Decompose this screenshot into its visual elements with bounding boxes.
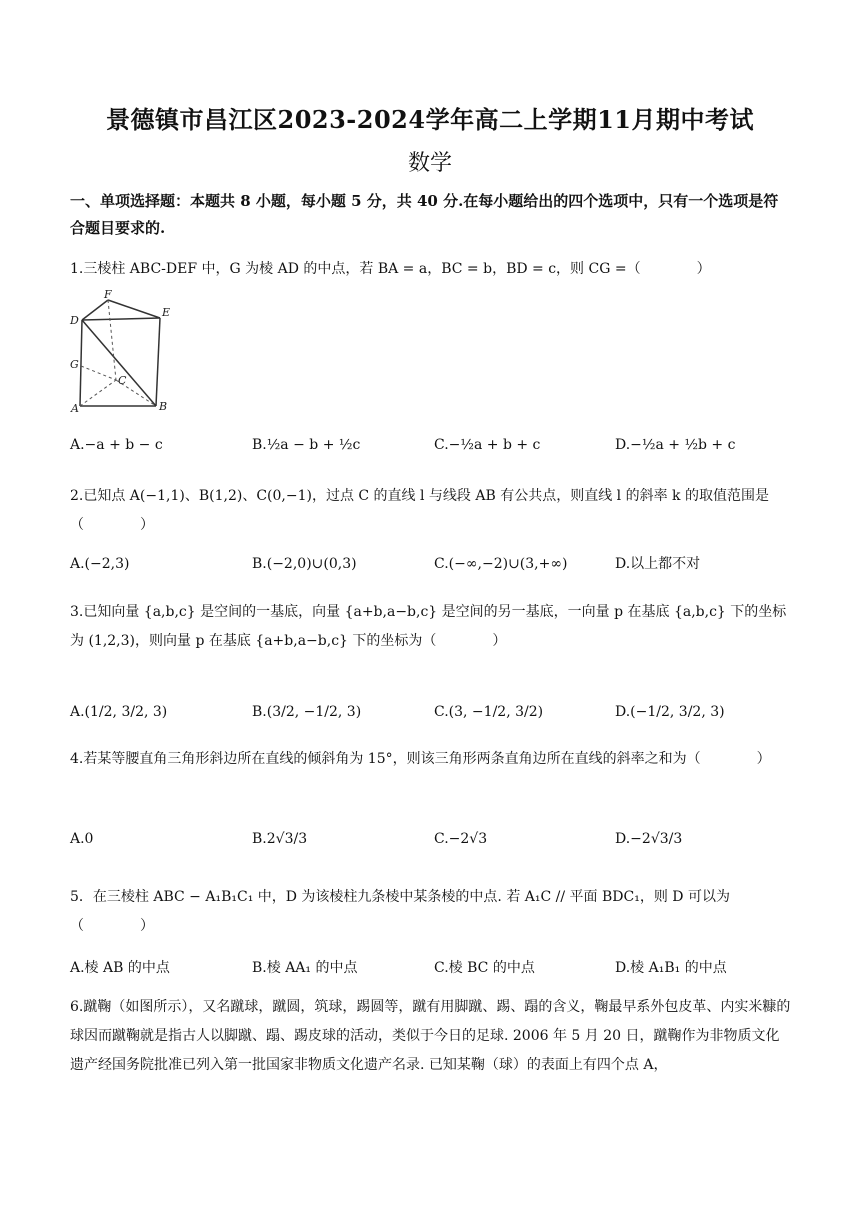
q3-option-b[interactable]: B.(3/2, −1/2, 3) [252, 704, 362, 720]
question-6-stem: 6.蹴鞠（如图所示），又名蹴球，蹴圆，筑球，踢圆等，蹴有用脚蹴、踢、蹋的含义，鞠最早系外包皮革、内实米糠的球因而蹴鞠就是指古人以脚蹴、蹋、踢皮球的活动，类似于今日的足球. 2006 年 5 月 20 日，蹴鞠作为非物质文化遗产经国务院批准已列入第一批国家非物质文化遗产名录. 已知某鞠（球）的表面上有四个点 A， [70, 999, 791, 1073]
question-4-stem: 4.若某等腰直角三角形斜边所在直线的倾斜角为 15°，则该三角形两条直角边所在直线的斜率之和为（ ） [70, 751, 771, 767]
q1-option-d[interactable]: D.−½a + ½b + c [615, 437, 736, 453]
q5-option-c[interactable]: C.棱 BC 的中点 [434, 960, 535, 976]
label-B: B [159, 400, 168, 413]
question-5-stem: 5．在三棱柱 ABC − A₁B₁C₁ 中，D 为该棱柱九条棱中某条棱的中点. 若 A₁C // 平面 BDC₁，则 D 可以为（ ） [70, 889, 730, 934]
question-1-stem: 1.三棱柱 ABC-DEF 中，G 为棱 AD 的中点，若 BA = a，BC = b，BD = c，则 CG =（ ） [70, 261, 711, 277]
q2-option-d[interactable]: D.以上都不对 [615, 556, 701, 572]
label-D: D [70, 314, 79, 327]
question-3-options [70, 695, 792, 729]
question-2-stem: 2.已知点 A(−1,1)、B(1,2)、C(0,−1)，过点 C 的直线 l 与线段 AB 有公共点，则直线 l 的斜率 k 的取值范围是（ ） [70, 488, 769, 533]
exam-title: 景德镇市昌江区2023-2024学年高二上学期11月期中考试 [106, 105, 754, 134]
question-1-options [70, 428, 792, 462]
q4-option-d[interactable]: D.−2√3/3 [615, 831, 683, 847]
q5-option-d[interactable]: D.棱 A₁B₁ 的中点 [615, 960, 727, 976]
question-4-options [70, 822, 792, 856]
prism-figure [68, 288, 178, 418]
q1-option-a[interactable]: A.−a + b − c [70, 437, 163, 453]
q4-option-a[interactable]: A.0 [70, 831, 94, 847]
question-2-options [70, 547, 792, 581]
q4-option-b[interactable]: B.2√3/3 [252, 831, 308, 847]
label-C: C [118, 374, 127, 387]
q3-option-a[interactable]: A.(1/2, 3/2, 3) [70, 704, 168, 720]
question-5-options [70, 951, 792, 985]
label-F: F [104, 288, 112, 301]
section-heading: 一、单项选择题：本题共 8 小题，每小题 5 分，共 40 分.在每小题给出的四个选项中，只有一个选项是符合题目要求的. [70, 192, 779, 237]
q2-option-b[interactable]: B.(−2,0)∪(0,3) [252, 556, 357, 572]
q3-option-c[interactable]: C.(3, −1/2, 3/2) [434, 704, 544, 720]
label-E: E [162, 306, 171, 319]
label-A: A [71, 402, 79, 415]
question-3-stem: 3.已知向量 {a,b,c} 是空间的一基底，向量 {a+b,a−b,c} 是空间的另一基底，一向量 p 在基底 {a,b,c} 下的坐标为 (1,2,3)，则向量 p 在基底 {a+b,a−b,c} 下的坐标为（ ） [70, 604, 787, 649]
q5-option-a[interactable]: A.棱 AB 的中点 [70, 960, 170, 976]
q1-option-b[interactable]: B.½a − b + ½c [252, 437, 361, 453]
q4-option-c[interactable]: C.−2√3 [434, 831, 488, 847]
q1-option-c[interactable]: C.−½a + b + c [434, 437, 541, 453]
q2-option-c[interactable]: C.(−∞,−2)∪(3,+∞) [434, 556, 568, 572]
q5-option-b[interactable]: B.棱 AA₁ 的中点 [252, 960, 358, 976]
q2-option-a[interactable]: A.(−2,3) [70, 556, 130, 572]
q3-option-d[interactable]: D.(−1/2, 3/2, 3) [615, 704, 725, 720]
exam-subject: 数学 [407, 151, 452, 176]
label-G: G [70, 358, 79, 371]
